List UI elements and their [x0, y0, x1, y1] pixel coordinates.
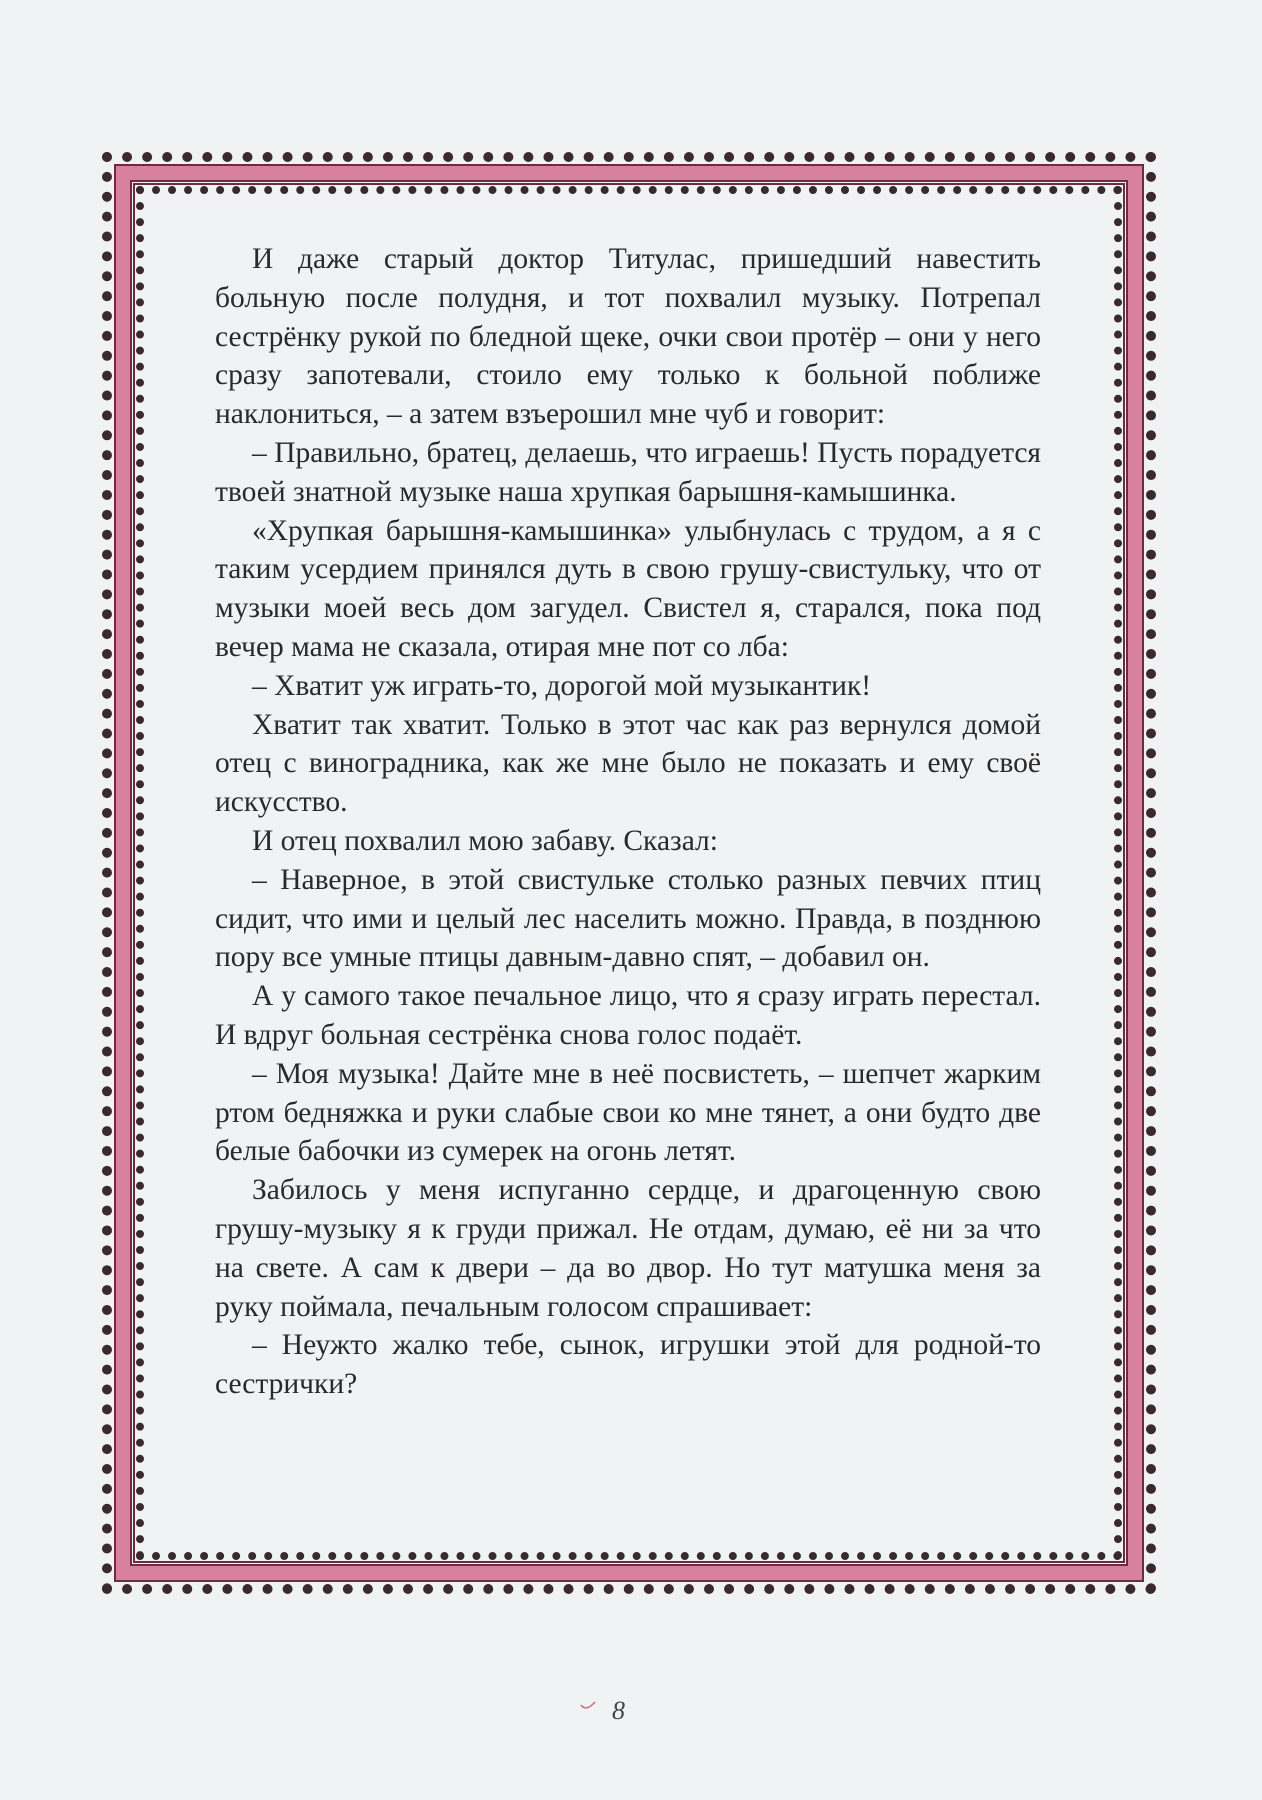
paragraph-1: И даже старый доктор Титулас, пришедший навестить больную после полудня, и тот похвалил музыку. Потрепал сестрёнку рукой по бледной щеке, очки свои протёр – они у него сразу запотевали, стоило ему только к больной поближе наклониться, – а затем взъерошил мне чуб и говорит: [215, 243, 1041, 431]
paragraph-9: – Моя музыка! Дайте мне в неё посвистеть, – шепчет жарким ртом бедняжка и руки слабые свои ко мне тянет, а они будто две белые бабочки из сумерек на огонь летят. [215, 1057, 1041, 1168]
story-text [215, 240, 1041, 1404]
paragraph-7: – Наверное, в этой свистульке столько разных певчих птиц сидит, что ими и целый лес населить можно. Правда, в позднюю пору все умные птицы давным-давно спят, – добавил он. [215, 863, 1041, 974]
pencil-mark-icon [580, 1700, 596, 1714]
paragraph-2: – Правильно, братец, делаешь, что играешь! Пусть порадуется твоей знатной музыке наша хрупкая барышня-камышинка. [215, 436, 1041, 508]
paragraph-11: – Неужто жалко тебе, сынок, игрушки этой для родной-то сестрички? [215, 1329, 1041, 1401]
paragraph-5: Хватит так хватит. Только в этот час как раз вернулся домой отец с виноградника, как же мне было не показать и ему своё искусство. [215, 708, 1041, 819]
paragraph-3: «Хрупкая барышня-камышинка» улыбнулась с трудом, а я с таким усердием принялся дуть в свою грушу-свистульку, что от музыки моей весь дом загудел. Свистел я, старался, пока под вечер мама не сказала, отирая мне пот со лба: [215, 514, 1041, 663]
paragraph-8: А у самого такое печальное лицо, что я сразу играть перестал. И вдруг больная сестрёнка снова голос подаёт. [215, 980, 1041, 1051]
paragraph-10: Забилось у меня испуганно сердце, и драгоценную свою грушу-музыку я к груди прижал. Не отдам, думаю, её ни за что на свете. А сам к двери – да во двор. Но тут матушка меня за руку поймала, печальным голосом спрашивает: [215, 1174, 1041, 1323]
paragraph-4: – Хватит уж играть-то, дорогой мой музыкантик! [252, 669, 872, 702]
page-number: 8 [612, 1696, 625, 1725]
paragraph-6: И отец похвалил мою забаву. Сказал: [252, 824, 718, 857]
